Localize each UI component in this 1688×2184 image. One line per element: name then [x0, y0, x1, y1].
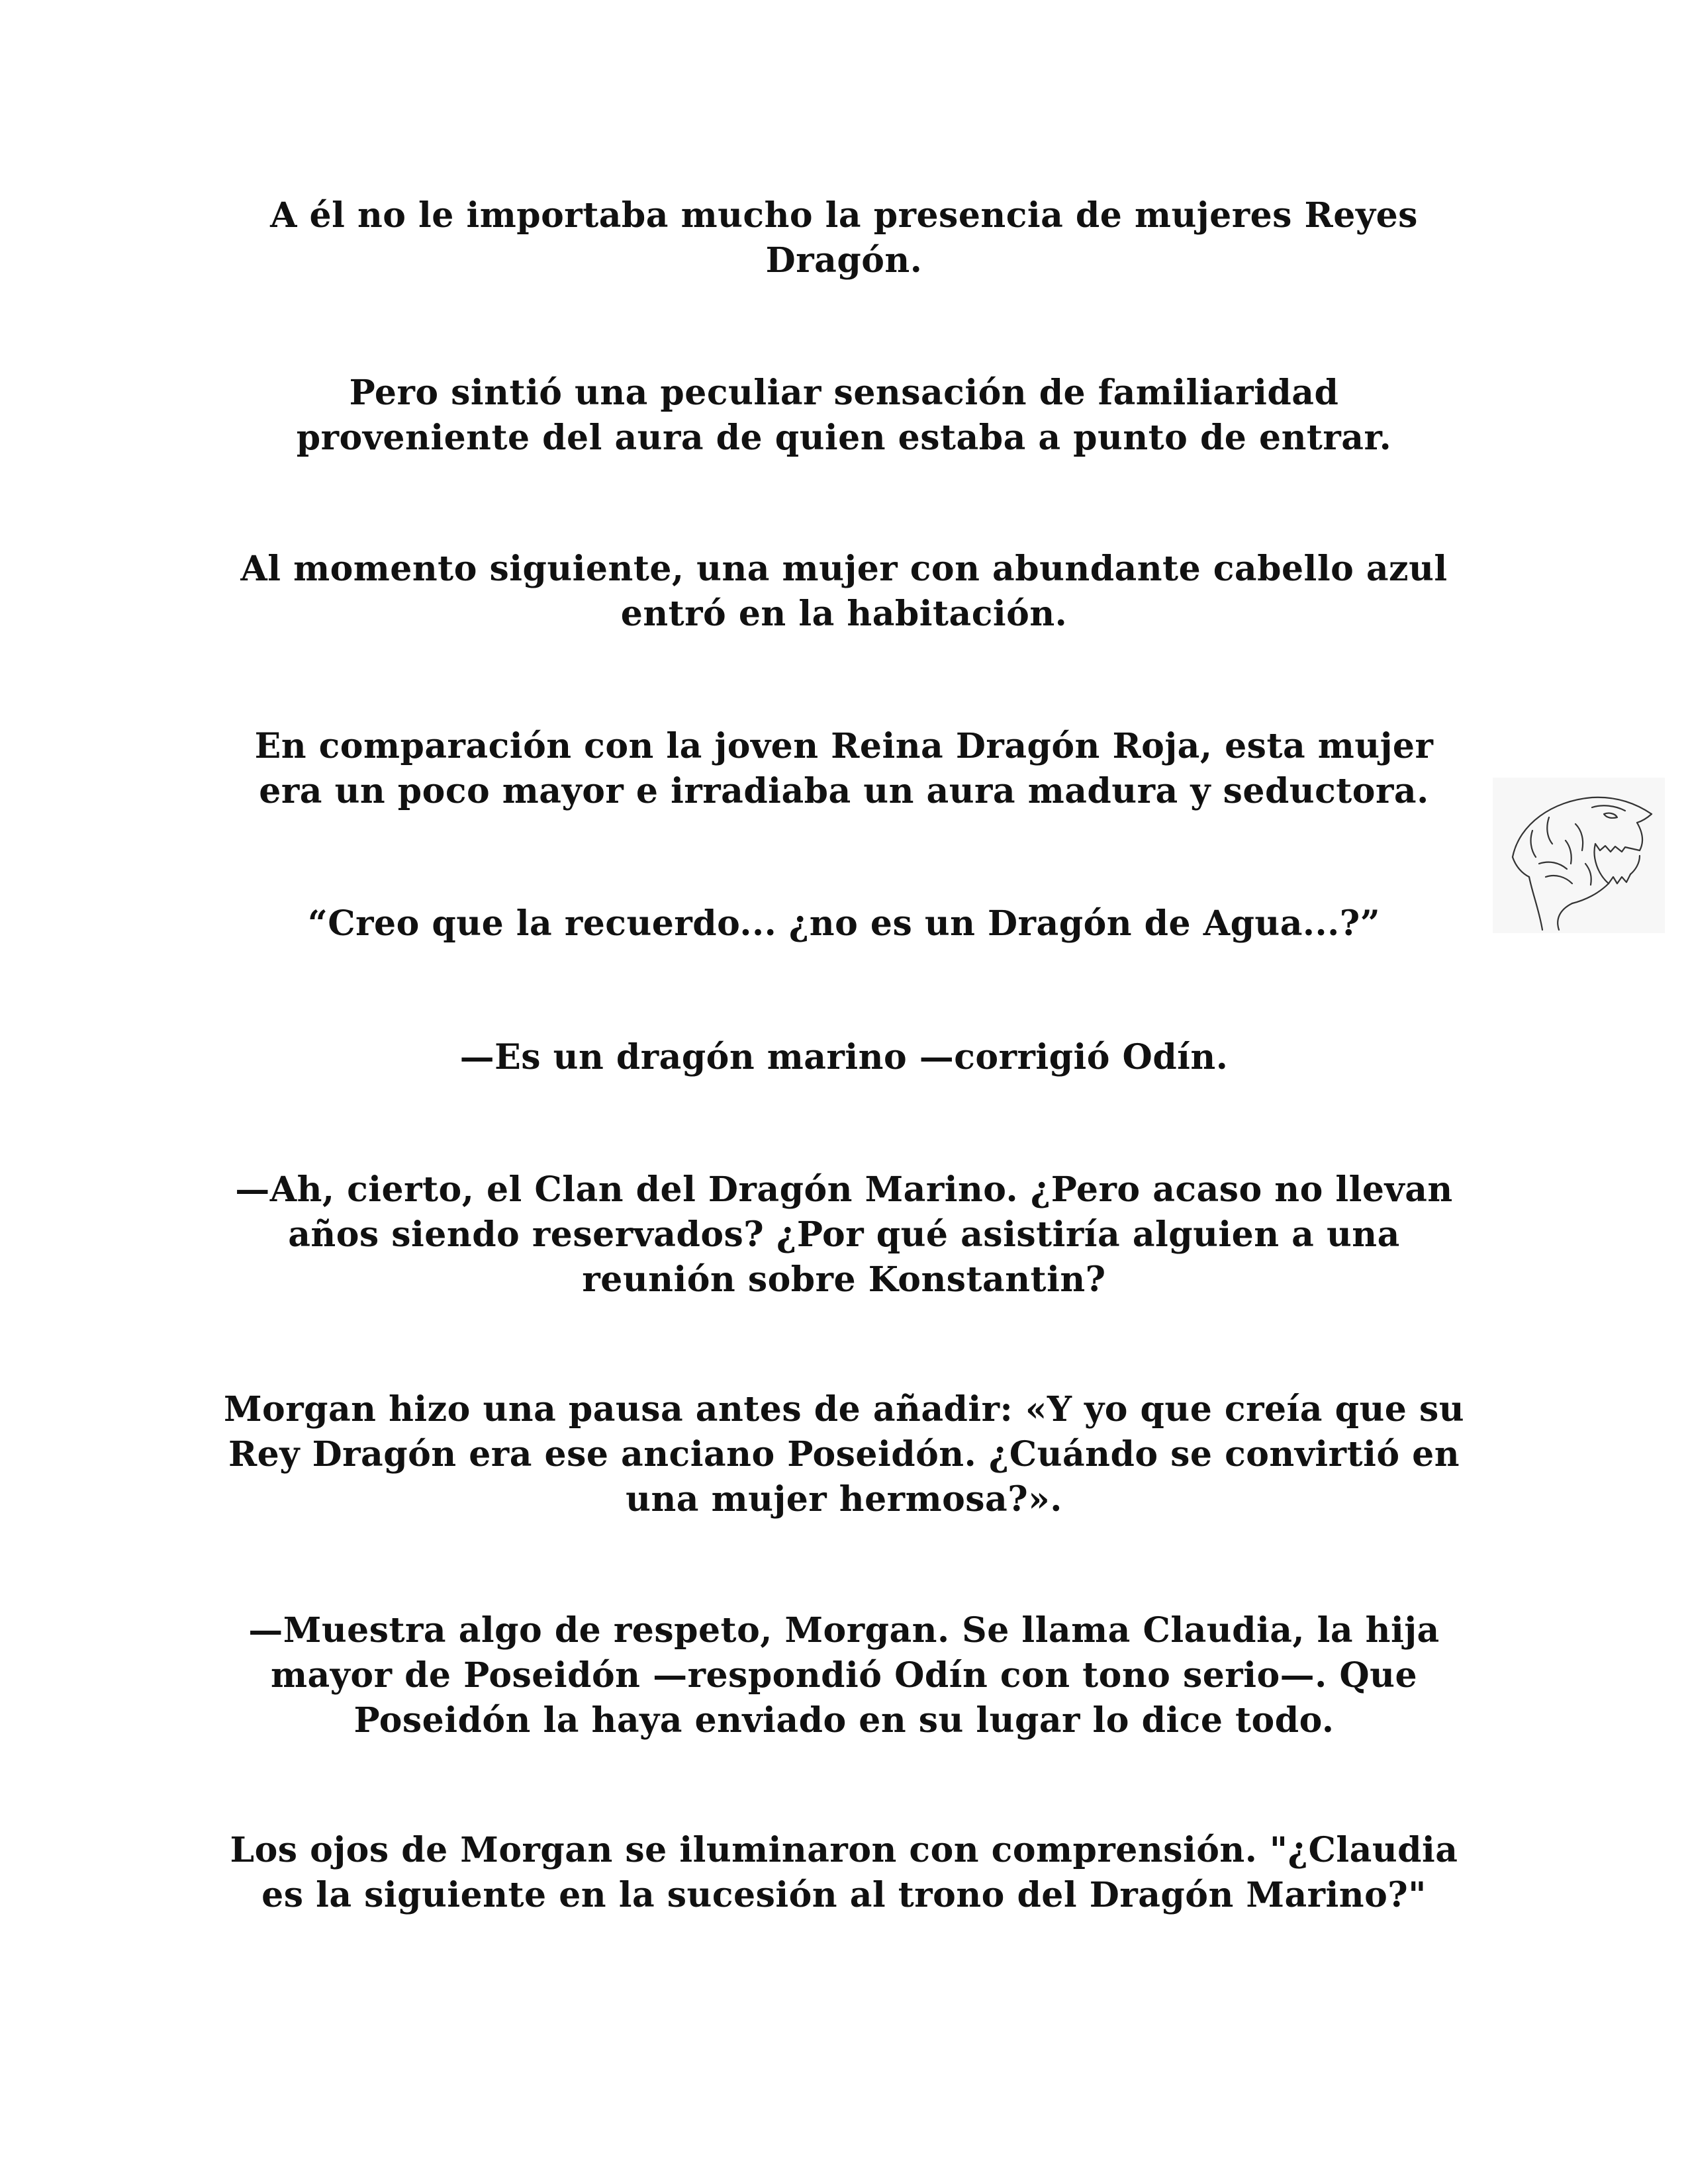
paragraph-line: —Es un dragón marino —corrigió Odín.: [459, 1037, 1229, 1077]
paragraph-2: [199, 371, 1489, 461]
paragraph-line: Pero sintió una peculiar sensación de familiaridad: [349, 373, 1339, 413]
paragraph-9: [199, 1608, 1489, 1743]
paragraph-line: “Creo que la recuerdo... ¿no es un Dragón de Agua...?”: [307, 903, 1381, 944]
paragraph-line: una mujer hermosa?».: [626, 1479, 1062, 1520]
paragraph-line: Dragón.: [765, 240, 923, 281]
paragraph-line: A él no le importaba mucho la presencia de mujeres Reyes: [270, 195, 1418, 236]
paragraph-line: Los ojos de Morgan se iluminaron con comprensión. "¿Claudia: [230, 1830, 1458, 1870]
paragraph-8: [199, 1387, 1489, 1522]
paragraph-line: Al momento siguiente, una mujer con abundante cabello azul: [240, 549, 1448, 589]
paragraph-line: era un poco mayor e irradiaba un aura madura y seductora.: [259, 771, 1429, 811]
paragraph-line: Poseidón la haya enviado en su lugar lo dice todo.: [353, 1700, 1335, 1741]
paragraph-line: es la siguiente en la sucesión al trono del Dragón Marino?": [261, 1875, 1427, 1915]
paragraph-5: [199, 901, 1489, 946]
paragraph-7: [199, 1167, 1489, 1302]
paragraph-6: [199, 1035, 1489, 1080]
paragraph-line: Morgan hizo una pausa antes de añadir: «Y yo que creía que su: [223, 1389, 1465, 1430]
paragraph-1: [199, 193, 1489, 283]
paragraph-line: —Ah, cierto, el Clan del Dragón Marino. ¿Pero acaso no llevan: [235, 1169, 1453, 1210]
paragraph-3: [199, 547, 1489, 637]
paragraph-line: En comparación con la joven Reina Dragón Roja, esta mujer: [254, 726, 1434, 766]
paragraph-line: reunión sobre Konstantin?: [582, 1259, 1106, 1300]
paragraph-line: entró en la habitación.: [620, 594, 1068, 634]
paragraph-line: mayor de Poseidón —respondió Odín con tono serio—. Que: [270, 1655, 1418, 1696]
paragraph-line: Rey Dragón era ese anciano Poseidón. ¿Cuándo se convirtió en: [228, 1434, 1460, 1475]
paragraph-4: [199, 724, 1489, 814]
paragraph-line: —Muestra algo de respeto, Morgan. Se llama Claudia, la hija: [248, 1610, 1440, 1651]
dragon-head-sketch-icon: [1493, 778, 1665, 933]
paragraph-10: [199, 1828, 1489, 1918]
paragraph-line: proveniente del aura de quien estaba a punto de entrar.: [296, 418, 1392, 458]
paragraph-line: años siendo reservados? ¿Por qué asistiría alguien a una: [288, 1214, 1400, 1255]
